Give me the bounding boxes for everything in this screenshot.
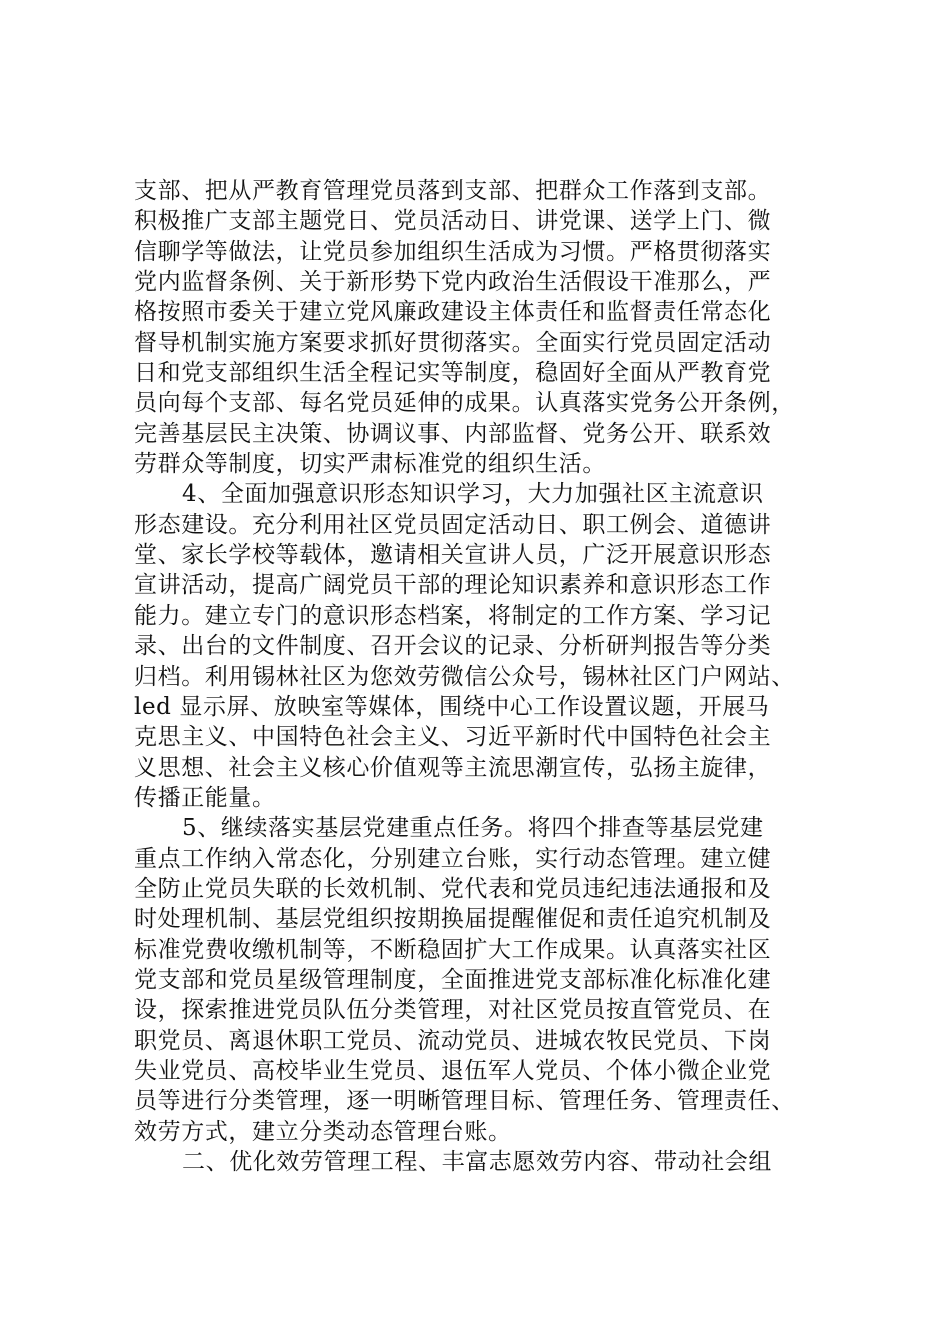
text-line: 党支部和党员星级管理制度，全面推进党支部标准化标准化建 [134,966,772,993]
body-text [134,176,834,1177]
text-line: 堂、家长学校等载体，邀请相关宣讲人员，广泛开展意识形态 [134,542,772,569]
text-line: 归档。利用锡林社区为您效劳微信公众号，锡林社区门户网站、 [134,663,795,690]
text-line: 克思主义、中国特色社会主义、习近平新时代中国特色社会主 [134,724,772,751]
text-line: 标准党费收缴机制等，不断稳固扩大工作成果。认真落实社区 [134,936,772,963]
text-line: 支部、把从严教育管理党员落到支部、把群众工作落到支部。 [134,178,772,204]
paragraph-start-line: 4、全面加强意识形态知识学习，大力加强社区主流意识 [182,481,764,508]
text-line: 义思想、社会主义核心价值观等主流思潮宣传，弘扬主旋律， [134,754,772,781]
paragraph-start-line: 二、优化效劳管理工程、丰富志愿效劳内容、带动社会组 [182,1149,772,1175]
text-line: led 显示屏、放映室等媒体，围绕中心工作设置议题，开展马 [134,693,770,720]
text-line: 员等进行分类管理，逐一明晰管理目标、管理任务、管理责任、 [134,1088,795,1115]
text-line: 职党员、离退休职工党员、流动党员、进城农牧民党员、下岗 [134,1027,772,1054]
text-line: 完善基层民主决策、协调议事、内部监督、党务公开、联系效 [134,420,772,447]
text-line: 效劳方式，建立分类动态管理台账。 [134,1118,512,1145]
text-line: 重点工作纳入常态化，分别建立台账，实行动态管理。建立健 [134,845,772,872]
text-line: 劳群众等制度，切实严肃标准党的组织生活。 [134,451,606,478]
text-line: 积极推广支部主题党日、党员活动日、讲党课、送学上门、微 [134,208,772,235]
text-line: 信聊学等做法，让党员参加组织生活成为习惯。严格贯彻落实 [134,238,772,265]
text-line: 全防止党员失联的长效机制、党代表和党员违纪违法通报和及 [134,875,772,902]
text-line: 督导机制实施方案要求抓好贯彻落实。全面实行党员固定活动 [134,329,772,356]
text-line: 形态建设。充分利用社区党员固定活动日、职工例会、道德讲 [134,511,772,538]
text-line: 宣讲活动，提高广阔党员干部的理论知识素养和意识形态工作 [134,572,772,599]
text-line: 日和党支部组织生活全程记实等制度，稳固好全面从严教育党 [134,360,772,387]
text-line: 党内监督条例、关于新形势下党内政治生活假设干准那么，严 [134,269,772,296]
text-line: 员向每个支部、每名党员延伸的成果。认真落实党务公开条例， [134,390,795,417]
text-line: 录、出台的文件制度、召开会议的记录、分析研判报告等分类 [134,633,772,660]
text-line: 格按照市委关于建立党风廉政建设主体责任和监督责任常态化 [134,299,772,326]
text-line: 能力。建立专门的意识形态档案，将制定的工作方案、学习记 [134,602,772,629]
paragraph-start-line: 5、继续落实基层党建重点任务。将四个排查等基层党建 [182,815,764,842]
text-line: 失业党员、高校毕业生党员、退伍军人党员、个体小微企业党 [134,1057,772,1084]
text-line: 传播正能量。 [134,784,276,811]
text-line: 时处理机制、基层党组织按期换届提醒催促和责任追究机制及 [134,906,772,933]
text-line: 设，探索推进党员队伍分类管理，对社区党员按直管党员、在 [134,997,772,1024]
